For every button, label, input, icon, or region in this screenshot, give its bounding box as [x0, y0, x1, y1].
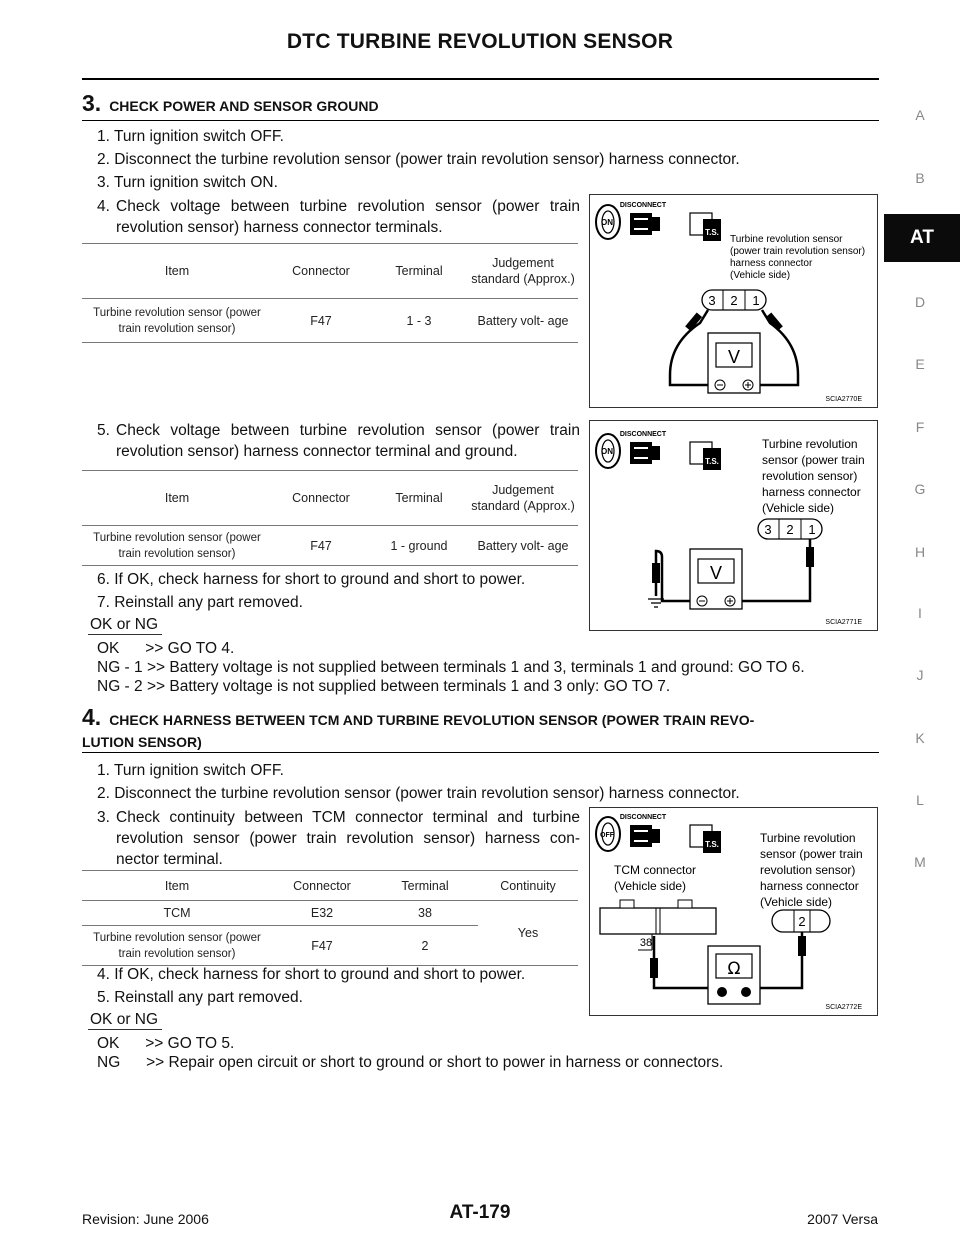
- sensor-connector-label: Turbine revolution sensor (power train revolution sensor) harness connector (Vehicle side): [760, 831, 863, 909]
- tab-at[interactable]: AT: [884, 214, 960, 262]
- voltmeter-icon: [708, 333, 760, 393]
- table-header: Connector: [272, 871, 372, 901]
- svg-text:V: V: [727, 347, 741, 367]
- svg-text:38: 38: [639, 937, 653, 949]
- harness-connector: [702, 290, 766, 310]
- section-tabs: [880, 0, 960, 1242]
- tester-icon: [690, 213, 721, 241]
- step4-item-3: 3. Check continuity between TCM connector terminal and turbine revolution sensor (power train revolution sensor) harness con- nector terminal.: [97, 809, 580, 868]
- table-header: Connector: [272, 244, 370, 299]
- svg-text:DISCONNECT: DISCONNECT: [619, 431, 667, 438]
- tab-f[interactable]: F: [915, 419, 925, 435]
- svg-text:ON: ON: [601, 447, 613, 456]
- figure-continuity: [589, 807, 878, 1016]
- figure-code: SCIA2771E: [825, 619, 862, 626]
- table-cell: 1 - 3: [370, 299, 468, 343]
- table-cell: Turbine revolution sensor (power train revolution sensor): [82, 299, 272, 343]
- tab-m[interactable]: M: [914, 854, 926, 870]
- table-header: Item: [82, 471, 272, 526]
- svg-text:OFF: OFF: [600, 832, 614, 839]
- figure-code: SCIA2772E: [825, 1004, 862, 1011]
- svg-text:3: 3: [764, 522, 772, 537]
- tab-b[interactable]: B: [915, 170, 925, 186]
- table-header: Terminal: [370, 244, 468, 299]
- step4-item-1: 1. Turn ignition switch OFF.: [97, 762, 284, 779]
- table-cell: Turbine revolution sensor (power train revolution sensor): [82, 526, 272, 566]
- table-header: Terminal: [372, 871, 478, 901]
- figure-code: SCIA2770E: [825, 396, 862, 403]
- table-header: Terminal: [370, 471, 468, 526]
- svg-text:T.S.: T.S.: [705, 457, 719, 466]
- tab-e[interactable]: E: [915, 356, 925, 372]
- voltage-table-2: [82, 470, 578, 566]
- table-header: Judgement standard (Approx.): [468, 244, 578, 299]
- tab-l[interactable]: L: [916, 792, 924, 808]
- svg-text:2: 2: [730, 293, 738, 308]
- step4-number: 4.: [82, 704, 102, 730]
- tab-i[interactable]: I: [918, 605, 922, 621]
- step3-result-ok: OK >> GO TO 4.: [97, 640, 235, 657]
- svg-text:DISCONNECT: DISCONNECT: [619, 202, 667, 209]
- svg-text:Ω: Ω: [727, 959, 741, 979]
- connector-label: Turbine revolution sensor (power train revolution sensor) harness connector (Vehicle side): [762, 437, 865, 515]
- step3-item-6: 6. If OK, check harness for short to ground and short to power.: [97, 571, 526, 588]
- table-header: Item: [82, 871, 272, 901]
- tab-g[interactable]: G: [914, 481, 926, 497]
- svg-text:1: 1: [808, 522, 816, 537]
- table-cell: F47: [272, 926, 372, 966]
- table-cell: F47: [272, 526, 370, 566]
- table-cell: Battery volt- age: [468, 299, 578, 343]
- table-cell: 1 - ground: [370, 526, 468, 566]
- svg-text:T.S.: T.S.: [705, 840, 719, 849]
- figure-voltage-ground: [589, 420, 878, 631]
- step3-result-ng1: NG - 1 >> Battery voltage is not supplied between terminals 1 and 3, terminals 1 and ground: GO TO 6.: [97, 659, 805, 676]
- footer-page-number: AT-179: [449, 1202, 511, 1223]
- ohmmeter-icon: [708, 946, 760, 1004]
- tab-h[interactable]: H: [914, 544, 926, 560]
- harness-connector: [758, 519, 822, 539]
- step3-item-2: 2. Disconnect the turbine revolution sensor (power train revolution sensor) harness connector.: [97, 151, 740, 168]
- step3-item-3: 3. Turn ignition switch ON.: [97, 174, 278, 191]
- connector-label: Turbine revolution sensor (power train revolution sensor) harness connector (Vehicle side): [730, 234, 866, 281]
- figure-voltage-terminals: [589, 194, 878, 408]
- step4-result-ok: OK >> GO TO 5.: [97, 1035, 235, 1052]
- step4-title-line2: LUTION SENSOR): [82, 734, 202, 750]
- table-cell: F47: [272, 299, 370, 343]
- table-cell: E32: [310, 906, 334, 920]
- tab-k[interactable]: K: [915, 730, 925, 746]
- disconnect-icon: [620, 431, 667, 464]
- table-header: Item: [82, 244, 272, 299]
- step3-number: 3.: [82, 90, 102, 116]
- disconnect-icon: [620, 814, 667, 847]
- step3-rule: [82, 120, 879, 121]
- step3-result-ng2: NG - 2 >> Battery voltage is not supplied between terminals 1 and 3 only: GO TO 7.: [97, 678, 671, 695]
- ignition-switch-icon: [596, 817, 620, 851]
- continuity-table: [82, 870, 578, 966]
- tester-icon: [690, 442, 721, 470]
- step4-rule: [82, 752, 879, 753]
- step4-heading: [82, 704, 754, 731]
- step3-item-5: 5. Check voltage between turbine revolution sensor (power train revolution sensor) harness connector terminal and ground.: [97, 422, 580, 460]
- step3-item-4: 4. Check voltage between turbine revolution sensor (power train revolution sensor) harness connector terminals.: [97, 198, 580, 236]
- ignition-switch-icon: [596, 205, 620, 239]
- svg-text:ON: ON: [601, 218, 613, 227]
- page-title: DTC TURBINE REVOLUTION SENSOR: [286, 30, 674, 53]
- svg-text:T.S.: T.S.: [705, 228, 719, 237]
- tab-d[interactable]: D: [914, 294, 926, 310]
- svg-text:DISCONNECT: DISCONNECT: [619, 814, 667, 821]
- table-header: Continuity: [478, 871, 578, 901]
- step3-item-7: 7. Reinstall any part removed.: [97, 594, 303, 611]
- step4-item-2: 2. Disconnect the turbine revolution sensor (power train revolution sensor) harness connector.: [97, 785, 740, 802]
- title-rule: [82, 78, 879, 80]
- footer-model: 2007 Versa: [807, 1211, 878, 1227]
- step3-heading: [82, 90, 379, 117]
- disconnect-icon: [620, 202, 667, 235]
- step3-title: CHECK POWER AND SENSOR GROUND: [109, 98, 379, 114]
- svg-text:2: 2: [786, 522, 794, 537]
- table-cell: Yes: [478, 901, 578, 966]
- table-cell: 38: [418, 906, 432, 920]
- table-cell: 2: [372, 926, 478, 966]
- step4-item-4: 4. If OK, check harness for short to ground and short to power.: [97, 966, 526, 983]
- svg-text:3: 3: [708, 293, 716, 308]
- tab-j[interactable]: J: [916, 667, 924, 683]
- svg-text:V: V: [709, 563, 723, 583]
- svg-text:2: 2: [798, 914, 806, 929]
- step4-ok-or-ng: OK or NG: [88, 1011, 162, 1030]
- tcm-connector-label: TCM connector (Vehicle side): [614, 863, 697, 893]
- step4-result-ng: NG >> Repair open circuit or short to ground or short to power in harness or connectors.: [97, 1054, 724, 1071]
- table-header: Judgement standard (Approx.): [468, 471, 578, 526]
- table-cell: Turbine revolution sensor (power train revolution sensor): [82, 926, 272, 966]
- voltage-table-1: [82, 243, 578, 343]
- voltmeter-icon: [690, 549, 742, 609]
- step4-title-line1: CHECK HARNESS BETWEEN TCM AND TURBINE REVOLUTION SENSOR (POWER TRAIN REVO-: [109, 712, 755, 728]
- tester-icon: [690, 825, 721, 853]
- step3-ok-or-ng: OK or NG: [88, 616, 162, 635]
- table-cell: TCM: [163, 906, 191, 920]
- sensor-connector: [772, 910, 830, 932]
- table-header: Connector: [272, 471, 370, 526]
- tcm-connector: [600, 900, 716, 950]
- table-cell: Battery volt- age: [468, 526, 578, 566]
- svg-text:1: 1: [752, 293, 760, 308]
- ignition-switch-icon: [596, 434, 620, 468]
- step4-item-5: 5. Reinstall any part removed.: [97, 989, 303, 1006]
- step3-item-1: 1. Turn ignition switch OFF.: [97, 128, 284, 145]
- footer-revision: Revision: June 2006: [82, 1211, 209, 1227]
- tab-a[interactable]: A: [915, 107, 925, 123]
